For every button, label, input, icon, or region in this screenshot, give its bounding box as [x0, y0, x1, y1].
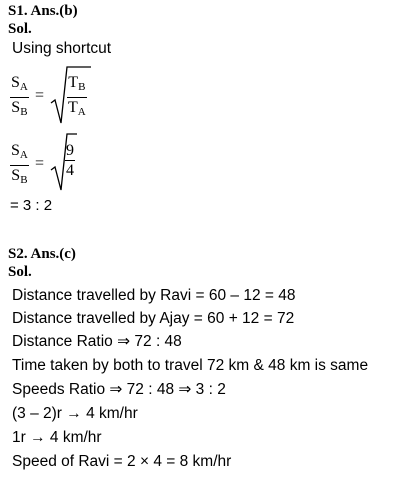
lhs-den-var: S	[11, 99, 21, 116]
lhs-num-var: S	[11, 74, 20, 91]
lhs-num-var: S	[11, 142, 20, 159]
s1-formula-2-lhs	[10, 141, 29, 190]
s1-formula-1-lhs	[10, 73, 29, 122]
s1-intro: Using shortcut	[12, 40, 112, 57]
lhs-num-sub: A	[19, 149, 28, 161]
s1-heading: S1. Ans.(b)	[8, 3, 78, 19]
rhs-num-sub: B	[78, 81, 86, 93]
lhs-den-sub: B	[20, 106, 28, 118]
rhs-den-var: T	[68, 99, 78, 116]
s2-sol-label: Sol.	[8, 264, 32, 280]
s1-sol-label: Sol.	[8, 21, 32, 37]
s1-formula-1-rhs	[67, 73, 87, 122]
lhs-num-sub: A	[19, 81, 28, 93]
s1-formula-2-equals: =	[35, 155, 45, 172]
rhs-num-value: 9	[66, 142, 74, 159]
rhs-num-var: T	[68, 74, 79, 91]
s2-line-7: 1r → 4 km/hr	[12, 429, 102, 446]
lhs-den-sub: B	[20, 174, 28, 186]
s2-line-6: (3 – 2)r → 4 km/hr	[12, 405, 138, 422]
s1-result: = 3 : 2	[10, 197, 53, 214]
s1-formula-1-equals: =	[35, 87, 45, 104]
rhs-den-sub: A	[77, 106, 86, 118]
s2-line-1: Distance travelled by Ravi = 60 – 12 = 48	[12, 287, 296, 304]
s1-formula-2-rhs	[65, 141, 75, 180]
s2-line-8: Speed of Ravi = 2 × 4 = 8 km/hr	[12, 453, 232, 470]
lhs-den-var: S	[11, 167, 21, 184]
rhs-den-value: 4	[66, 162, 74, 179]
s2-line-3: Distance Ratio ⇒ 72 : 48	[12, 333, 182, 350]
s2-line-5: Speeds Ratio ⇒ 72 : 48 ⇒ 3 : 2	[12, 381, 226, 398]
s2-line-4: Time taken by both to travel 72 km & 48 km is same	[12, 357, 369, 374]
s2-line-2: Distance travelled by Ajay = 60 + 12 = 72	[12, 310, 295, 327]
s2-heading: S2. Ans.(c)	[8, 246, 76, 262]
